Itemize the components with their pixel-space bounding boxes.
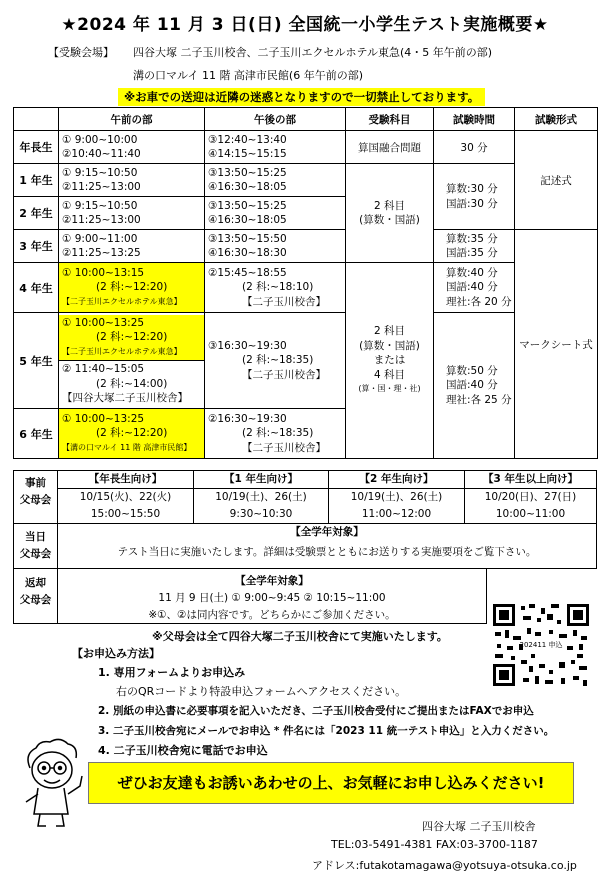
am-cell-5: ① 10:00~13:25 (2 科:~12:20) 【二子玉川エクセルホテル東急】 ② 11:40~15:05 (2 科:~14:00) 【四谷大塚二子玉川校舎】 bbox=[59, 313, 205, 409]
venue-line-2: 溝の口マルイ 11 階 高津市民館(6 年午前の部) bbox=[133, 69, 364, 82]
grade-nencho: 年長生 bbox=[14, 131, 59, 164]
footer-school: 四谷大塚 二子玉川校舎 bbox=[422, 820, 536, 833]
time-nencho: 30 分 bbox=[434, 131, 515, 164]
apply-method-1-sub: 右のQRコードより特設申込フォームへアクセスください。 bbox=[116, 685, 407, 698]
qr-code-icon[interactable] bbox=[489, 600, 593, 690]
pm-cell-1: ③13:50~15:25 ④16:30~18:05 bbox=[205, 164, 346, 197]
am-cell-2: ① 9:15~10:50 ②11:25~13:00 bbox=[59, 197, 205, 230]
header-format: 試験形式 bbox=[515, 108, 598, 131]
day-meeting-box: 【全学年対象】 テスト当日に実施いたします。詳細は受験票とともにお送りする実施要項をご覧下さい。 bbox=[57, 523, 597, 569]
pm-cell-nencho: ③12:40~13:40 ④14:15~15:15 bbox=[205, 131, 346, 164]
page-title: ★2024 年 11 月 3 日(日) 全国統一小学生テスト実施概要★ bbox=[61, 15, 549, 35]
header-time: 試験時間 bbox=[434, 108, 515, 131]
apply-title: 【お申込み方法】 bbox=[72, 647, 160, 660]
pm-cell-5: ③16:30~19:30 (2 科:~18:35) 【二子玉川校舎】 bbox=[205, 313, 346, 409]
am-cell-4: ① 10:00~13:15 (2 科:~12:20) 【二子玉川エクセルホテル東急】 bbox=[59, 263, 205, 313]
post-meeting-label: 返却 父母会 bbox=[13, 568, 58, 624]
post-meeting-box: 【全学年対象】 11 月 9 日(土) ① 9:00~9:45 ② 10:15~11:00 ※①、②は同内容です。どちらかにご参加ください。 bbox=[57, 568, 487, 624]
am-cell-6: ① 10:00~13:25 (2 科:~12:20) 【溝の口マルイ 11 階 高津市民館】 bbox=[59, 409, 205, 459]
grade-2: 2 年生 bbox=[14, 197, 59, 230]
qr-caption: 202411 申込 bbox=[519, 641, 563, 649]
time-g4: 算数:40 分 国語:40 分 理社:各 20 分 bbox=[434, 263, 515, 313]
meeting-location-note: ※父母会は全て四谷大塚二子玉川校舎にて実施いたします。 bbox=[152, 630, 448, 643]
am-cell-1: ① 9:15~10:50 ②11:25~13:00 bbox=[59, 164, 205, 197]
apply-method-4: 4. 二子玉川校舎宛に電話でお申込 bbox=[98, 744, 268, 757]
grade-4: 4 年生 bbox=[14, 263, 59, 313]
pre-col-g3plus: 【3 年生以上向け】 10/20(日)、27(日) 10:00~11:00 bbox=[464, 470, 597, 524]
venue-label: 【受験会場】 bbox=[48, 46, 114, 59]
apply-method-1: 1. 専用フォームよりお申込み bbox=[98, 666, 246, 679]
footer-email[interactable]: アドレス:futakotamagawa@yotsuya-otsuka.co.jp bbox=[312, 859, 577, 872]
apply-method-2: 2. 別紙の申込書に必要事項を記入いただき、二子玉川校舎受付にご提出またはFAXでお申込 bbox=[98, 705, 534, 717]
pm-cell-2: ③13:50~15:25 ④16:30~18:05 bbox=[205, 197, 346, 230]
pre-col-g1: 【1 年生向け】 10/19(土)、26(土) 9:30~10:30 bbox=[193, 470, 329, 524]
format-marksheet: マークシート式 bbox=[515, 230, 598, 459]
pre-meeting-label: 事前 父母会 bbox=[13, 470, 58, 524]
corner-cell bbox=[14, 108, 59, 131]
pm-cell-3: ③13:50~15:50 ④16:30~18:30 bbox=[205, 230, 346, 263]
footer-tel-fax: TEL:03-5491-4381 FAX:03-3700-1187 bbox=[331, 838, 538, 851]
pre-col-nencho: 【年長生向け】 10/15(火)、22(火) 15:00~15:50 bbox=[57, 470, 194, 524]
grade-1: 1 年生 bbox=[14, 164, 59, 197]
venue-line-1: 四谷大塚 二子玉川校舎、二子玉川エクセルホテル東急(4・5 年午前の部) bbox=[133, 46, 493, 59]
grade-3: 3 年生 bbox=[14, 230, 59, 263]
invite-banner: ぜひお友達もお誘いあわせの上、お気軽にお申し込みください! bbox=[88, 762, 574, 804]
grade-6: 6 年生 bbox=[14, 409, 59, 459]
header-pm: 午後の部 bbox=[205, 108, 346, 131]
header-am: 午前の部 bbox=[59, 108, 205, 131]
header-subject: 受験科目 bbox=[346, 108, 434, 131]
subject-nencho: 算国融合問題 bbox=[346, 131, 434, 164]
subject-g4-6: 2 科目 (算数・国語) または 4 科目 (算・国・理・社) bbox=[346, 263, 434, 459]
time-g5-6: 算数:50 分 国語:40 分 理社:各 25 分 bbox=[434, 313, 515, 459]
day-meeting-label: 当日 父母会 bbox=[13, 523, 58, 569]
car-notice: ※お車での送迎は近隣の迷惑となりますので一切禁止しております。 bbox=[118, 88, 485, 106]
subject-g1-3: 2 科目 (算数・国語) bbox=[346, 164, 434, 263]
am-cell-nencho: ① 9:00~10:00 ②10:40~11:40 bbox=[59, 131, 205, 164]
pm-cell-4: ②15:45~18:55 (2 科:~18:10) 【二子玉川校舎】 bbox=[205, 263, 346, 313]
format-written: 記述式 bbox=[515, 131, 598, 230]
pm-cell-6: ②16:30~19:30 (2 科:~18:35) 【二子玉川校舎】 bbox=[205, 409, 346, 459]
apply-method-3: 3. 二子玉川校舎宛にメールでお申込 * 件名には「2023 11 統一テスト申込」と入力ください。 bbox=[98, 725, 555, 737]
am-cell-3: ① 9:00~11:00 ②11:25~13:25 bbox=[59, 230, 205, 263]
mascot-illustration bbox=[20, 738, 86, 830]
grade-5: 5 年生 bbox=[14, 313, 59, 409]
time-g3: 算数:35 分 国語:35 分 bbox=[434, 230, 515, 263]
time-g1-2: 算数:30 分 国語:30 分 bbox=[434, 164, 515, 230]
pre-col-g2: 【2 年生向け】 10/19(土)、26(土) 11:00~12:00 bbox=[328, 470, 465, 524]
schedule-table bbox=[13, 107, 598, 459]
